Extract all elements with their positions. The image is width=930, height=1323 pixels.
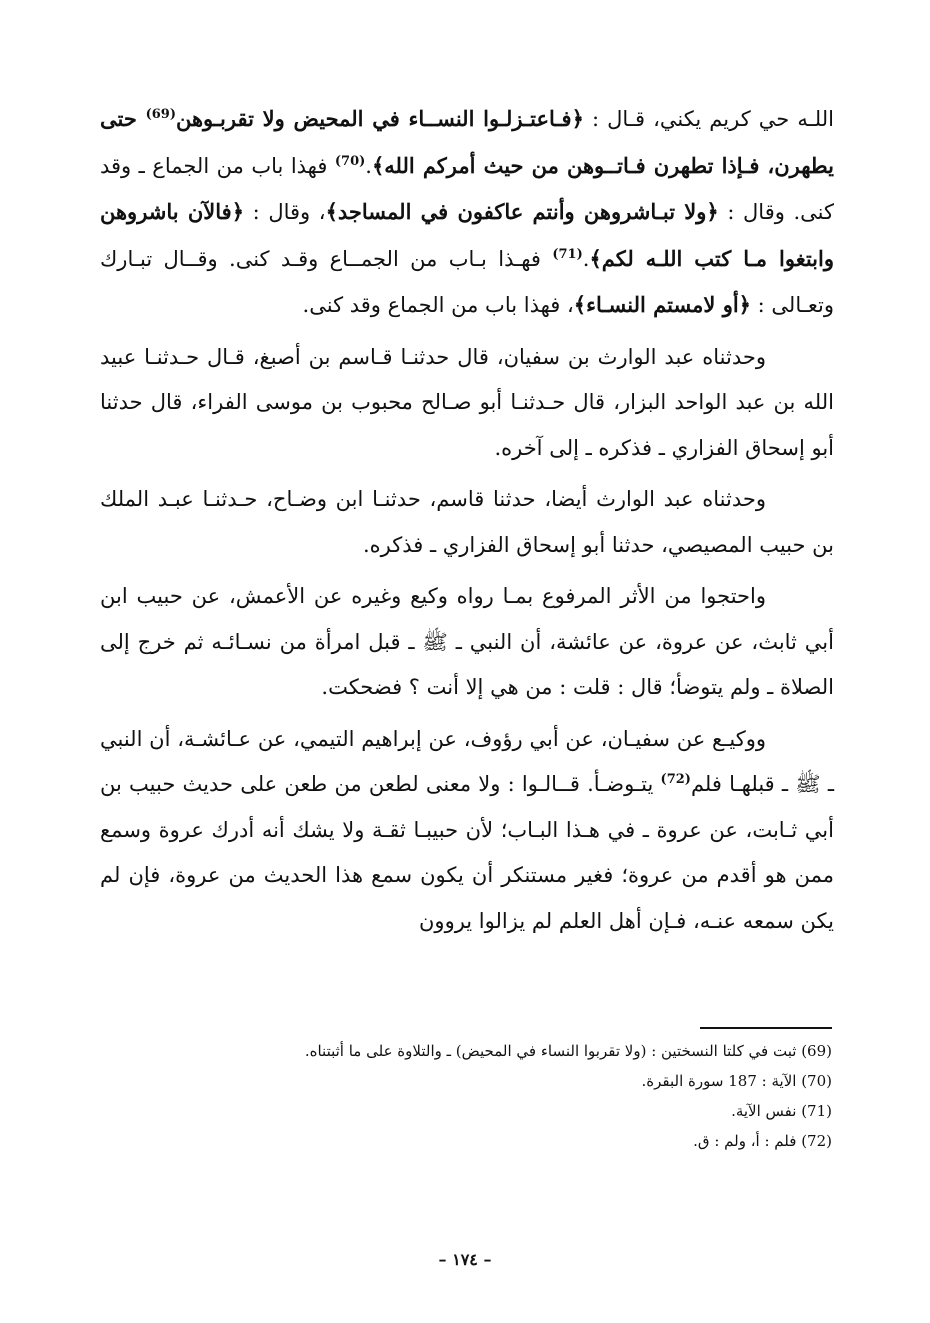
text-run: ووكيـع عن سفيـان، عن أبي رؤوف، عن إبراهيم التيمي، عن عـائشـة، أن النبي ـ ﷺ ـ قبلهـا فلم xyxy=(100,726,834,796)
text-run: يتـوضـأ. قــالـوا : ولا معنى لطعن من طعن على حديث حبيب بن أبي ثـابت، عن عروة ـ في هـذا البـاب؛ لأن حبيبـا ثقـة ولا يشك أنه أدرك عروة وسمع ممن هو أقدم من عروة؛ فغير مستنكر أن يكون سمع هذا الحديث من عروة، فإن لم يكن سمعه عنـه، فـإن أهل العلم لم يزالوا يروون xyxy=(100,772,834,933)
footnote-72: (72) فلم : أ، ولم : ق. xyxy=(693,1132,832,1150)
text-run: اللـه حي كريم يكني، قـال : xyxy=(583,107,834,131)
footnotes xyxy=(100,1036,832,1156)
footnote-separator xyxy=(700,1027,832,1029)
footnote-70: (70) الآية : 187 سورة البقرة. xyxy=(641,1072,832,1090)
footnote-marker: (71) xyxy=(552,246,583,262)
footnote-marker: (69) xyxy=(145,107,176,122)
footnote-marker: (70) xyxy=(334,153,366,169)
text-run: ، فهذا باب من الجماع وقد كنى. xyxy=(302,293,574,317)
paragraph xyxy=(100,335,834,472)
quran-quote: ﴿أو لامستم النسـاء﴾ xyxy=(573,292,751,317)
text-run: . xyxy=(365,153,372,178)
text-run: فهـذا بـاب من الجمــاع وقـد كنى. وقــال تبـارك وتعـالى : xyxy=(100,246,834,317)
quran-quote: ﴿فالآن باشروهن وابتغوا مـا كتب اللـه لكم﴾ xyxy=(100,199,835,271)
paragraph xyxy=(100,477,834,568)
footnote-marker: (72) xyxy=(660,772,691,787)
paragraph xyxy=(100,96,834,329)
footnote-69: (69) ثبت في كلتا النسختين : (ولا تقربوا النساء في المحيض) ـ والتلاوة على ما أثبتناه. xyxy=(304,1042,832,1060)
paragraph xyxy=(100,574,834,711)
quran-quote: حتى يطهرن، فـإذا تطهرن فـاتــوهن من حيث أمركم الله﴾ xyxy=(100,106,835,178)
text-run: . xyxy=(582,246,590,271)
footnote-71: (71) نفس الآية. xyxy=(731,1102,832,1120)
page-number: – ١٧٤ – xyxy=(438,1250,492,1269)
text-run: وحدثناه عبد الوارث بن سفيان، قال حدثنـا قـاسم بن أصبغ، قـال حـدثنـا عبيد الله بن عبد الواحد البزار، قال حـدثنـا أبو صـالح محبوب بن موسى الفراء، قال حدثنا أبو إسحاق الفزاري ـ فذكره ـ إلى آخره. xyxy=(100,344,834,460)
quran-quote: ﴿فـاعتـزلـوا النســاء في المحيض ولا تقربـوهن xyxy=(175,106,584,131)
quran-quote: ﴿ولا تبـاشروهن وأنتم عاكفون في المساجد﴾ xyxy=(325,199,719,224)
paragraph xyxy=(100,717,834,945)
text-run: ، وقال : xyxy=(244,200,326,224)
text-run: فهذا باب من الجماع ـ وقد كنى. وقال : xyxy=(100,153,835,224)
main-text xyxy=(100,96,834,944)
text-run: وحدثناه عبد الوارث أيضا، حدثنا قاسم، حدثنـا ابن وضـاح، حـدثنـا عبـد الملك بن حبيب المصيصي، حدثنا أبو إسحاق الفزاري ـ فذكره. xyxy=(100,487,834,557)
text-run: واحتجوا من الأثر المرفوع بمـا رواه وكيع وغيره عن الأعمش، عن حبيب ابن أبي ثابث، عن عروة، عن عائشة، أن النبي ـ ﷺ ـ قبل امرأة من نسـائـه ثم خرج إلى الصلاة ـ ولم يتوضأ؛ قال : قلت : من هي إلا أنت ؟ فضحكت. xyxy=(100,584,834,699)
